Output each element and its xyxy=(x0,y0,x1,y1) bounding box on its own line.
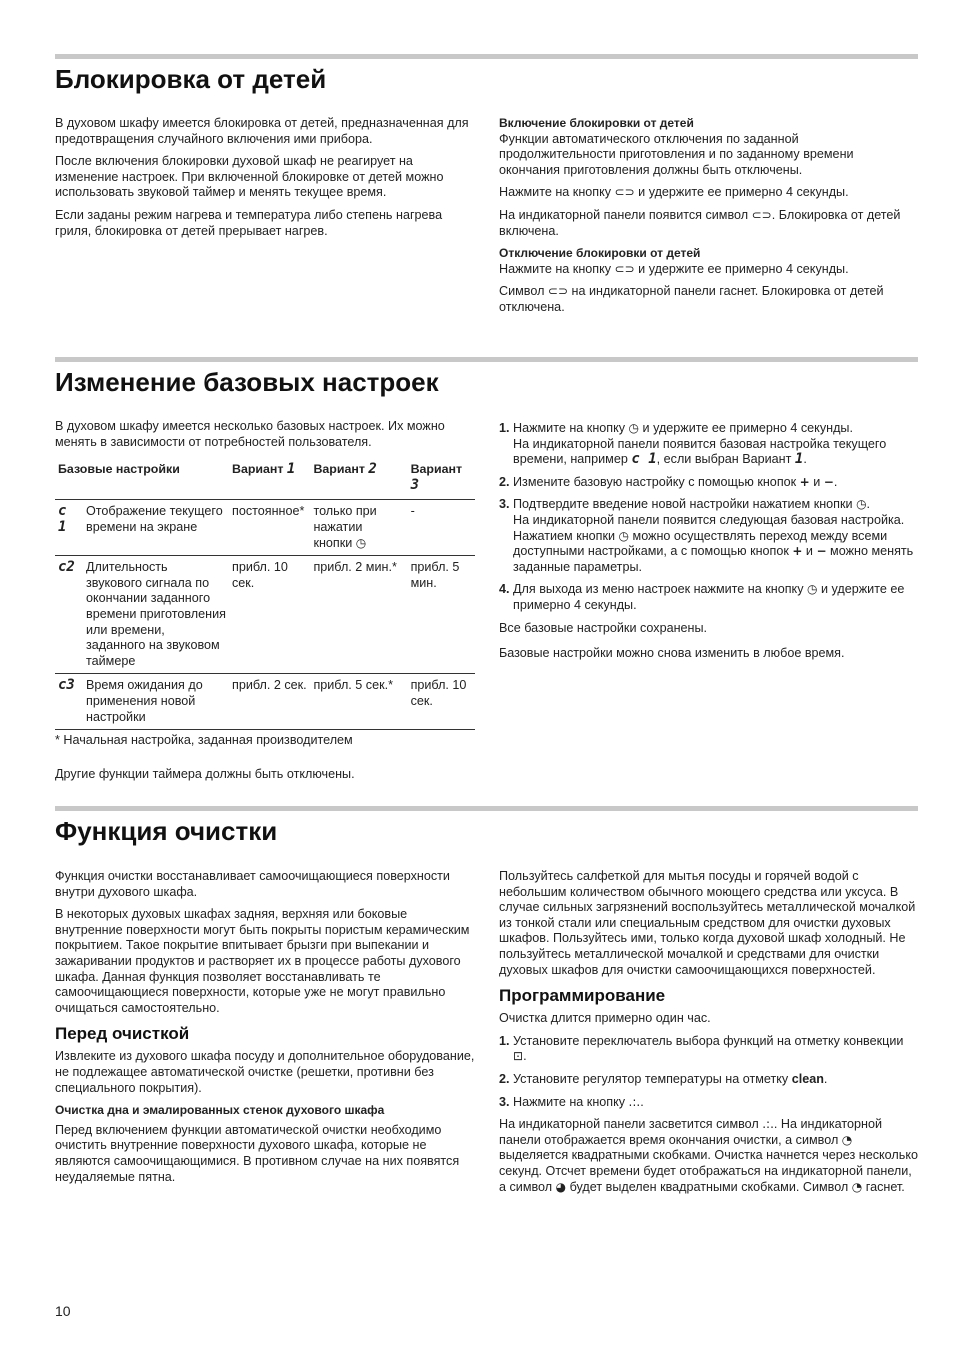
paragraph: Функция очистки восстанавливает самоочищающиеся поверхности внутри духового шкафа. xyxy=(55,869,450,899)
setting-desc: Отображение текущего времени на экране xyxy=(83,500,229,556)
paragraph: Символ ⊂⊃ на индикаторной панели гаснет. Блокировка от детей отключена. xyxy=(499,284,884,314)
cleaning-title: Функция очистки xyxy=(55,816,278,846)
table-header: Базовые настройки xyxy=(55,457,229,500)
plus-icon: + xyxy=(792,544,803,559)
list-item: 3. Нажмите на кнопку .:.. xyxy=(499,1094,644,1109)
steps-list xyxy=(499,421,918,614)
table-row xyxy=(55,674,475,730)
steps-list xyxy=(499,1034,918,1110)
key-icon: ⊂⊃ xyxy=(751,207,772,222)
setting-value: прибл. 10 сек. xyxy=(229,556,310,674)
paragraph: Пользуйтесь салфеткой для мытья посуды и горячей водой с небольшим количеством обычного моющего средства или уксуса. В случае сильных загрязнений воспользуйтесь металлической мочалкой из тонкой стали или специальным средством для очистки духовых шкафов. Пользуйтесь ими, только когда духовой шкаф холодный. Не пользуйтесь металлической мочалкой и средствами для очистки духовых шкафов для очистки самоочищающихся поверхностей. xyxy=(499,869,916,977)
basic-settings-right-column xyxy=(499,421,918,669)
paragraph: Все базовые настройки сохранены. xyxy=(499,620,708,635)
setting-code: c2 xyxy=(55,556,83,674)
cleaning-left-column xyxy=(55,869,475,1192)
section-rule xyxy=(55,806,918,811)
setting-value: постоянное* xyxy=(229,500,310,556)
paragraph: Базовые настройки можно снова изменить в любое время. xyxy=(499,646,845,661)
clock-icon: ◷ xyxy=(628,421,640,435)
key-icon: ⊂⊃ xyxy=(614,261,635,276)
setting-value: - xyxy=(408,500,475,556)
settings-table xyxy=(55,457,475,730)
minus-icon: − xyxy=(823,474,834,489)
table-row xyxy=(55,556,475,674)
section-rule xyxy=(55,357,918,362)
setting-code: c 1 xyxy=(55,500,83,556)
key-icon: ⊂⊃ xyxy=(547,284,569,299)
plus-icon: + xyxy=(799,474,810,489)
programming-heading: Программирование xyxy=(499,986,666,1006)
child-lock-title: Блокировка от детей xyxy=(55,64,327,94)
clock-icon: ◷ xyxy=(355,535,367,550)
setting-value: прибл. 5 сек.* xyxy=(310,674,407,730)
end-time-icon: ◔ xyxy=(851,1179,863,1194)
paragraph: В духовом шкафу имеется несколько базовых настроек. Их можно менять в зависимости от потребностей пользователя. xyxy=(55,419,445,449)
list-item: 2. Измените базовую настройку с помощью кнопок + и −. xyxy=(499,474,838,489)
table-header-row xyxy=(55,457,475,500)
clean-icon: .:. xyxy=(762,1117,774,1132)
paragraph: Перед включением функции автоматической очистки необходимо очистить внутренние поверхности духового шкафа, которые не являются самоочищающимися. В противном случае на них появятся неудаляемые пятна. xyxy=(55,1122,460,1184)
list-item: 1. Установите переключатель выбора функций на отметку конвекции ⊡. xyxy=(499,1033,904,1064)
convection-icon: ⊡ xyxy=(513,1049,524,1064)
clean-icon: .:. xyxy=(628,1094,641,1109)
minus-icon: − xyxy=(816,544,827,559)
list-item: 1. Нажмите на кнопку ◷ и удержите ее примерно 4 секунды. На индикаторной панели появится базовая настройка текущего времени, например c 1, если выбран Вариант 1. xyxy=(499,421,887,468)
table-row xyxy=(55,500,475,556)
paragraph: Функции автоматического отключения по заданной продолжительности приготовления и по заданному времени окончания приготовления должны быть отключены. xyxy=(499,131,854,177)
paragraph: Нажмите на кнопку ⊂⊃ и удержите ее примерно 4 секунды. xyxy=(499,261,849,276)
setting-desc: Время ожидания до применения новой настройки xyxy=(83,674,229,730)
setting-value: прибл. 2 мин.* xyxy=(310,556,407,674)
setting-desc: Длительность звукового сигнала по окончании заданного времени приготовления или времени, заданного на звуковом таймере xyxy=(83,556,229,674)
setting-value: только при нажатии кнопки ◷ xyxy=(310,500,407,556)
table-header: Вариант 1 xyxy=(229,457,310,500)
clock-icon: ◷ xyxy=(807,582,818,597)
basic-settings-left-column xyxy=(55,419,475,789)
page-number: 10 xyxy=(55,1303,71,1319)
setting-code: c3 xyxy=(55,674,83,730)
paragraph: Очистка длится примерно один час. xyxy=(499,1011,711,1026)
paragraph: На индикаторной панели появится символ ⊂⊃. Блокировка от детей включена. xyxy=(499,207,901,238)
table-header: Вариант 3 xyxy=(408,457,475,500)
clock-icon: ◷ xyxy=(856,497,867,512)
child-lock-left-column xyxy=(55,116,475,246)
setting-value: прибл. 5 мин. xyxy=(408,556,475,674)
list-item: 4. Для выхода из меню настроек нажмите на кнопку ◷ и удержите ее примерно 4 секунды. xyxy=(499,582,905,612)
basic-settings-title: Изменение базовых настроек xyxy=(55,367,439,397)
setting-value: прибл. 10 сек. xyxy=(408,674,475,730)
enable-heading: Включение блокировки от детей xyxy=(499,116,694,130)
setting-value: прибл. 2 сек. xyxy=(229,674,310,730)
duration-icon: ◕ xyxy=(555,1179,567,1194)
section-rule xyxy=(55,54,918,59)
before-cleaning-heading: Перед очисткой xyxy=(55,1024,190,1044)
paragraph: В некоторых духовых шкафах задняя, верхняя или боковые внутренние поверхности могут быть покрыты пористым керамическим покрытием. Такое покрытие впитывает брызги при выпекании и зажаривании продуктов и растворяет их в процессе работы духового шкафа. Данная функция позволяет восстанавливать те самоочищающиеся поверхности, которые уже не могут правильно очищаться самостоятельно. xyxy=(55,907,470,1015)
child-lock-right-column xyxy=(499,116,918,323)
list-item: 2. Установите регулятор температуры на отметку clean. xyxy=(499,1071,828,1086)
clock-icon: ◷ xyxy=(618,528,630,543)
cleaning-right-column xyxy=(499,869,918,1202)
end-time-icon: ◔ xyxy=(841,1132,853,1147)
list-item: 3. Подтвердите введение новой настройки нажатием кнопки ◷. На индикаторной панели появится следующая базовая настройка. Нажатием кнопки ◷ можно осуществлять переход между всеми доступными настройками, а с помощью кнопок + и − можно менять заданные параметры. xyxy=(499,497,914,574)
paragraph: Нажмите на кнопку ⊂⊃ и удержите ее примерно 4 секунды. xyxy=(499,185,849,200)
paragraph: В духовом шкафу имеется блокировка от детей, предназначенная для предотвращения случайного включения ими прибора. xyxy=(55,116,469,146)
paragraph: На индикаторной панели засветится символ .:.. На индикаторной панели отображается время окончания очистки, а символ ◔ выделяется квадратными скобками. Очистка начнется через несколько секунд. Отсчет времени будет отображаться на индикаторной панели, а символ ◕ будет выделен квадратными скобками. Символ ◔ гаснет. xyxy=(499,1117,918,1194)
table-header: Вариант 2 xyxy=(310,457,407,500)
bottom-cleaning-heading: Очистка дна и эмалированных стенок духового шкафа xyxy=(55,1103,385,1118)
paragraph: Извлеките из духового шкафа посуду и дополнительное оборудование, не подлежащее автоматической очистке (решетки, противни без специального покрытия). xyxy=(55,1049,475,1095)
key-icon: ⊂⊃ xyxy=(614,185,635,200)
paragraph: После включения блокировки духовой шкаф не реагирует на изменение настроек. При включенной блокировке от детей можно использовать звуковой таймер и менять текущее время. xyxy=(55,154,444,200)
paragraph: Если заданы режим нагрева и температура либо степень нагрева гриля, блокировка от детей прерывает нагрев. xyxy=(55,207,443,238)
disable-heading: Отключение блокировки от детей xyxy=(499,246,701,261)
paragraph: Другие функции таймера должны быть отключены. xyxy=(55,766,355,781)
table-footnote: * Начальная настройка, заданная производителем xyxy=(55,733,353,748)
